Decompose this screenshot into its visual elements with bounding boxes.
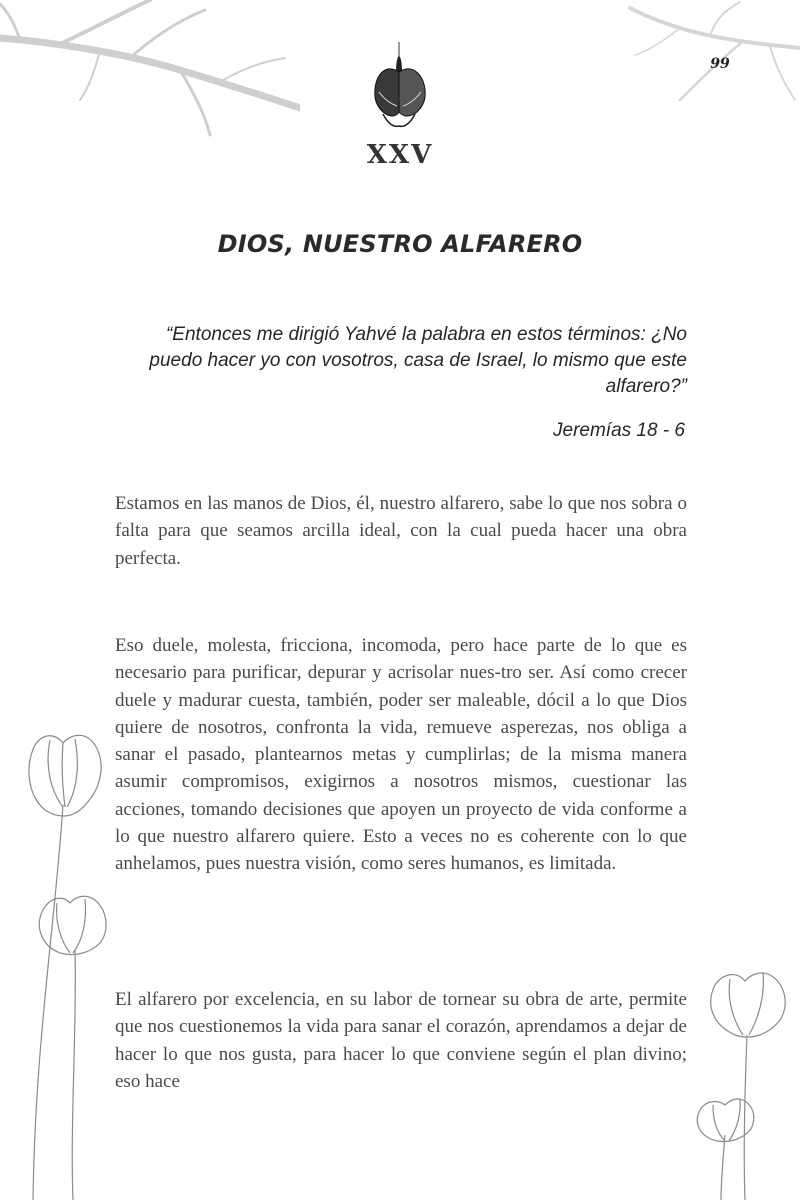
- epigraph-reference: Jeremías 18 - 6: [553, 420, 685, 441]
- body-paragraph: El alfarero por excelencia, en su labor de tornear su obra de arte, permite que nos cuestionemos la vida para sanar el corazón, aprendamos a dejar de hacer lo que nos gusta, para hacer lo que conviene según el plan divino; eso hace: [115, 989, 687, 1092]
- page-number: 99: [710, 56, 730, 72]
- tree-branch-left-icon: [0, 0, 300, 140]
- epigraph-quote: “Entonces me dirigió Yahvé la palabra en estos términos: ¿No puedo hacer yo con vosotros, casa de Israel, lo mismo que este alfarero?”: [149, 324, 687, 397]
- butterfly-icon: [365, 42, 435, 132]
- poppy-flowers-left-icon: [15, 725, 115, 1200]
- tree-branch-right-icon: [620, 0, 800, 110]
- body-paragraph: Estamos en las manos de Dios, él, nuestro alfarero, sabe lo que nos sobra o falta para que seamos arcilla ideal, con la cual pueda hacer una obra perfecta.: [115, 493, 687, 569]
- poppy-flowers-right-icon: [685, 965, 795, 1200]
- chapter-title: DIOS, NUESTRO ALFARERO: [217, 230, 583, 258]
- chapter-number: XXV: [366, 140, 434, 170]
- body-paragraph: Eso duele, molesta, fricciona, incomoda, pero hace parte de lo que es necesario para purificar, depurar y acrisolar nues-tro ser. Así como crecer duele y madurar cuesta, también, poder ser maleable, dócil a lo que Dios quiere de nosotros, confronta la vida, remueve asperezas, nos obliga a sanar el pasado, plantearnos metas y cumplirlas; de la misma manera asumir compromisos, exigirnos a nosotros mismos, cuestionar las acciones, tomando decisiones que apoyen un proyecto de vida conforme a lo que nuestro alfarero quiere. Esto a veces no es coherente con lo que anhelamos, pues nuestra visión, como seres humanos, es limitada.: [115, 635, 687, 875]
